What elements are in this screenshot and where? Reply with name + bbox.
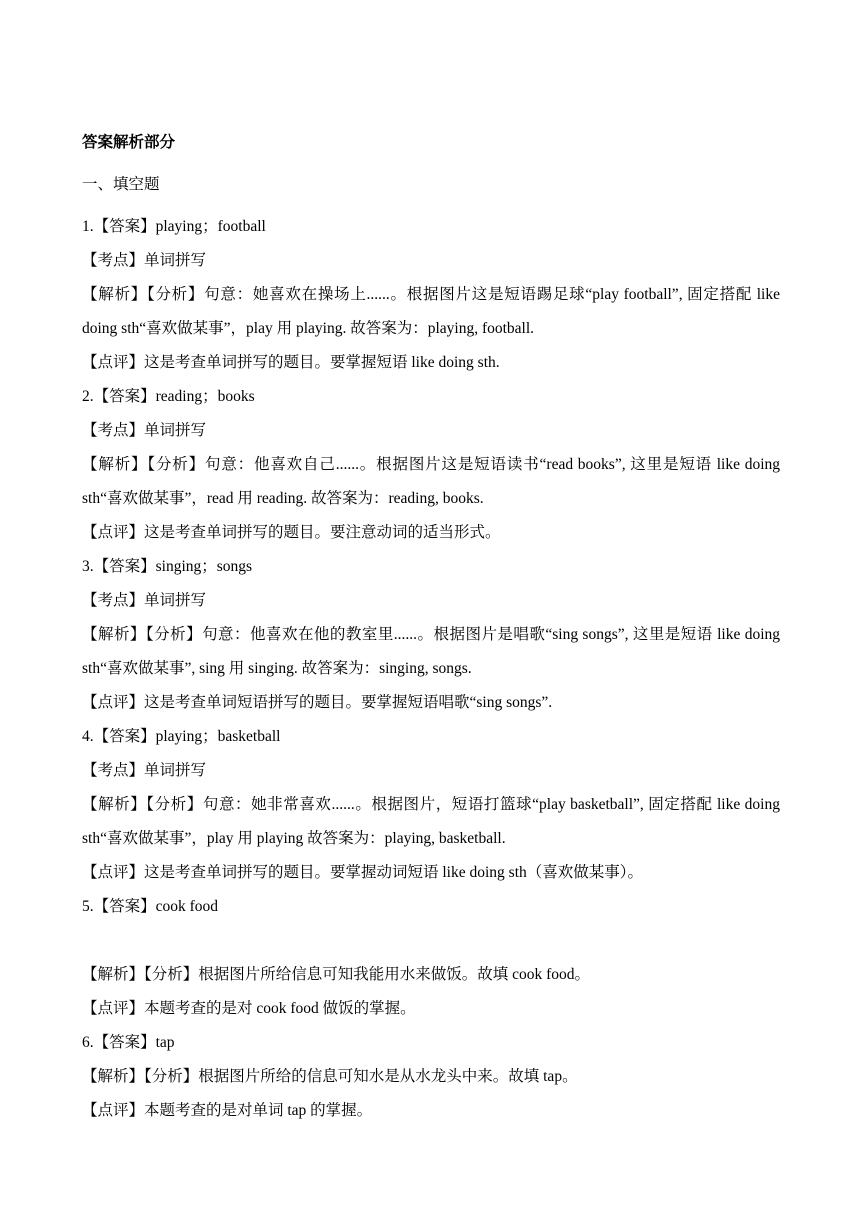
comment-line: 【点评】本题考查的是对 cook food 做饭的掌握。 bbox=[82, 1000, 416, 1017]
analysis-paragraph: 【解析】【分析】句意：她非常喜欢......。根据图片，短语打篮球“play basketball”, 固定搭配 like doing sth“喜欢做某事”，play 用 playing 故答案为：playing, basketball. bbox=[82, 796, 780, 847]
analysis-paragraph: 【解析】【分析】句意：他喜欢在他的教室里......。根据图片是唱歌“sing songs”, 这里是短语 like doing sth“喜欢做某事”, sing 用 singing. 故答案为：singing, songs. bbox=[82, 626, 780, 677]
kaodian-line: 【考点】单词拼写 bbox=[82, 592, 207, 609]
comment-line: 【点评】这是考查单词短语拼写的题目。要掌握短语唱歌“sing songs”. bbox=[82, 694, 553, 711]
answer-line: 5.【答案】cook food bbox=[82, 898, 219, 915]
answer-line: 6.【答案】tap bbox=[82, 1034, 175, 1051]
answer-item-4 bbox=[82, 720, 780, 890]
answer-line: 4.【答案】playing；basketball bbox=[82, 728, 281, 745]
blank-line bbox=[82, 924, 780, 958]
answer-line: 2.【答案】reading；books bbox=[82, 388, 255, 405]
answer-line: 3.【答案】singing；songs bbox=[82, 558, 253, 575]
section-heading: 一、填空题 bbox=[82, 176, 160, 193]
kaodian-line: 【考点】单词拼写 bbox=[82, 762, 207, 779]
kaodian-line: 【考点】单词拼写 bbox=[82, 422, 207, 439]
answer-item-3 bbox=[82, 550, 780, 720]
document-title: 答案解析部分 bbox=[82, 134, 176, 151]
document-page bbox=[82, 126, 780, 1128]
kaodian-line: 【考点】单词拼写 bbox=[82, 252, 207, 269]
answer-item-1 bbox=[82, 210, 780, 380]
answer-line: 1.【答案】playing；football bbox=[82, 218, 266, 235]
comment-line: 【点评】这是考查单词拼写的题目。要注意动词的适当形式。 bbox=[82, 524, 501, 541]
analysis-line: 【解析】【分析】根据图片所给信息可知我能用水来做饭。故填 cook food。 bbox=[82, 966, 591, 983]
answer-list bbox=[82, 210, 780, 1128]
comment-line: 【点评】这是考查单词拼写的题目。要掌握短语 like doing sth. bbox=[82, 354, 500, 371]
comment-line: 【点评】本题考查的是对单词 tap 的掌握。 bbox=[82, 1102, 373, 1119]
analysis-paragraph: 【解析】【分析】句意：他喜欢自己......。根据图片这是短语读书“read books”, 这里是短语 like doing sth“喜欢做某事”，read 用 reading. 故答案为：reading, books. bbox=[82, 456, 780, 507]
analysis-line: 【解析】【分析】根据图片所给的信息可知水是从水龙头中来。故填 tap。 bbox=[82, 1068, 578, 1085]
answer-item-2 bbox=[82, 380, 780, 550]
answer-item-6 bbox=[82, 1026, 780, 1128]
answer-item-5 bbox=[82, 890, 780, 1026]
analysis-paragraph: 【解析】【分析】句意：她喜欢在操场上......。根据图片这是短语踢足球“play football”, 固定搭配 like doing sth“喜欢做某事”，play 用 playing. 故答案为：playing, football. bbox=[82, 286, 780, 337]
comment-line: 【点评】这是考查单词拼写的题目。要掌握动词短语 like doing sth（喜欢做某事）。 bbox=[82, 864, 644, 881]
